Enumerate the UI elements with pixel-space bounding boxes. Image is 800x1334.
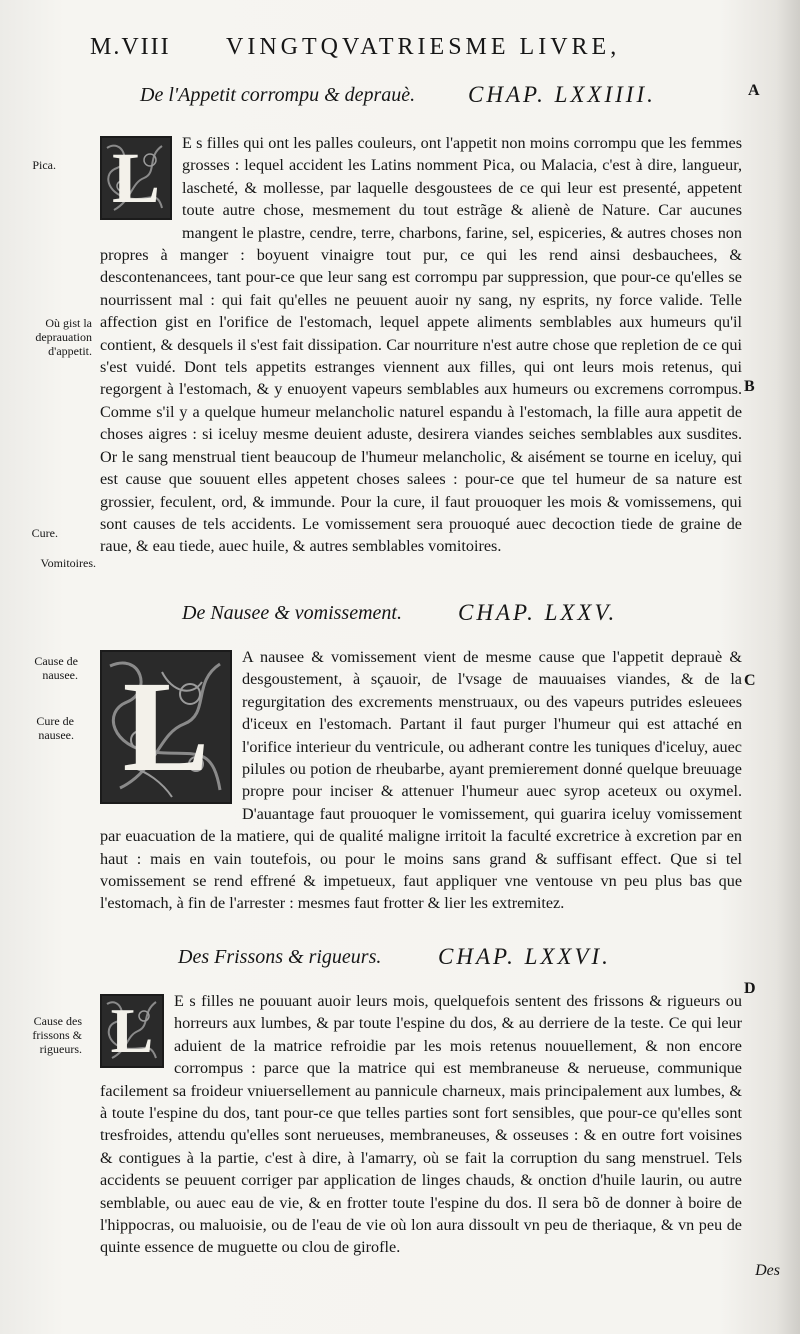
chapter-body-76 (100, 990, 742, 1260)
chapter-text: E s filles qui ont les palles couleurs, ont l'appetit non moins corrompu que les femmes grosses : lequel accident les Latins nomment Pica, ou Malacia, c'est à dire, langueur, lascheté, & mollesse, par laquelle desgoustees de ce qui leur est presenté, appetent toute autre chose, mesmement du tout estrãge & alienè de Nature. Car aucunes mangent le plastre, cendre, terre, charbons, farine, sel, espiceries, & autres choses non propres à manger : boyuent vinaigre tout pur, ce qui les rend ainsi desbauchees, & descontenancees, tant pour-ce que leur sang est corrompu par suppression, que pour-ce qu'elles se nourrissent mal : qui fait qu'elles ne peuuent auoir ny sang, ny esprits, ny force valide. Telle affection gist en l'orifice de l'estomach, lequel appete aliments semblables aux humeurs qu'il contient, & desquels il s'est fait dissipation. Car nourriture n'est autre chose que repletion de ce qui s'est vuidé. Dont tels appetits estranges viennent aux filles, qui ont leurs mois retenus, qui regorgent à l'estomach, & y enuoyent vapeurs semblables aux humeurs ou excremens corrompus. Comme s'il y a quelque humeur melancholic naturel espandu à l'estomach, la fille aura appetit de choses aigres : si iceluy mesme deuient aduste, desirera viandes seiches semblables aux susdites. Or le sang menstrual tient beaucoup de l'humeur melancholic, & aisément se tourne en iceluy, qui est cause que souuent elles appetent choses salees : pour-ce que tel humeur de sa nature est grossier, feculent, ord, & immunde. Pour la cure, il faut prouoquer les mois & vomissemens, qui sont causes de tels accidents. Le vomissement sera prouoqué auec decoction tiede de graine de raue, & eau tiede, auec huile, & autres semblables vomitoires. (100, 134, 742, 556)
margin-note-vomitoires: Vomitoires. (40, 556, 96, 570)
running-title: VINGTQVATRIESME LIVRE, (226, 34, 621, 60)
chapter-text: E s filles ne pouuant auoir leurs mois, quelquefois sentent des frissons & rigueurs ou horreurs aux lumbes, & par toute l'espine du dos, & au derriere de la teste. Ce qui leur aduient de la matrice refroidie par les mois retenus nouuellement, & non encore corrompus : parce que la matrice qui est membraneuse & nerueuse, communique facilement sa froideur vniuersellement au pannicule charneux, mais principalement aux lumbes, & à toute l'espine du dos, tant pour-ce que telles parties sont fort sensibles, que pour-ce qu'elles sont tresfroides, attendu qu'elles sont nerueuses, membraneuses, & osseuses : & en outre fort voisines & contigues à la partie, c'est à dire, à l'amarry, où se fait la corruption du sang menstruel. Tels accidents se peuuent corriger par application de linges chauds, & onction d'huile laurin, ou autre semblable, ou auec eau de vie, & en frotter toute l'espine du dos. Il sera bõ de donner à boire de l'hippocras, ou maluoisie, ou de l'eau de vie où lon aura dissoult vn peu de theriaque, & vn peu de quinte essence de muguette ou clou de girofle. (100, 992, 742, 1257)
margin-note-cure: Cure. (31, 526, 58, 540)
margin-note-gist: Où gist la deprauation d'appetit. (35, 316, 92, 358)
catchword: Des (755, 1262, 780, 1279)
initial-letter: L (110, 995, 154, 1066)
margin-note-cure-nausee: Cure de nausee. (36, 714, 74, 742)
margin-note-cause-nausee: Cause de nausee. (34, 654, 78, 682)
section-letter-d: D (744, 980, 756, 997)
section-letter-c: C (744, 672, 756, 689)
chapter-number: CHAP. LXXVI. (438, 944, 611, 969)
chapter-title: De l'Appetit corrompu & deprauè. (140, 84, 416, 106)
ornamental-initial (100, 136, 172, 220)
chapter-text: A nausee & vomissement vient de mesme cause que l'appetit deprauè & desgoustement, à sçauoir, de l'vsage de mauuaises viandes, & de la regurgitation des excrements menstruaux, ou des vapeurs putrides esleuees d'iceux en l'estomach. Partant il faut purger l'humeur qui est attaché en l'orifice interieur du ventricule, ou adherant contre les tuniques d'iceluy, auec pilules ou potion de rheubarbe, ayant premierement donné quelque breuuage propre pour inciser & attenuer l'humeur auec syrop aceteux ou oxymel. D'auantage faut prouoquer le vomissement, qui guarira iceluy vomissement par euacuation de la matiere, qui de qualité maligne irritoit la faculté excretrice à excretion par en haut : mais en vain toutefois, ou pour le moins sans grand & suffisant effect. Que si tel vomissement se rend effrené & impetueux, faut appliquer vne ventouse vn peu plus bas que l'estomach, à fin de l'arrester : mesmes faut frotter & lier les extremitez. (100, 648, 742, 913)
chapter-body-75 (100, 646, 742, 930)
ornamental-initial (100, 650, 232, 804)
ornamental-initial (100, 994, 164, 1068)
chapter-title: De Nausee & vomissement. (182, 602, 402, 624)
chapter-title: Des Frissons & rigueurs. (178, 946, 382, 968)
chapter-number: CHAP. LXXV. (458, 600, 618, 625)
section-letter-b: B (744, 378, 755, 395)
chapter-body-74 (100, 132, 742, 586)
initial-letter: L (111, 138, 161, 218)
chapter-number: CHAP. LXXIIII. (468, 82, 656, 107)
chapter-heading-76 (100, 944, 720, 974)
margin-note-pica: Pica. (32, 158, 56, 172)
section-letter-a: A (748, 82, 760, 99)
margin-note-cause-frissons: Cause des frissons & rigueurs. (32, 1014, 82, 1056)
chapter-heading-74 (100, 82, 720, 112)
initial-letter: L (122, 655, 210, 799)
folio-number: M.VIII (90, 34, 171, 60)
chapter-heading-75 (100, 600, 720, 630)
